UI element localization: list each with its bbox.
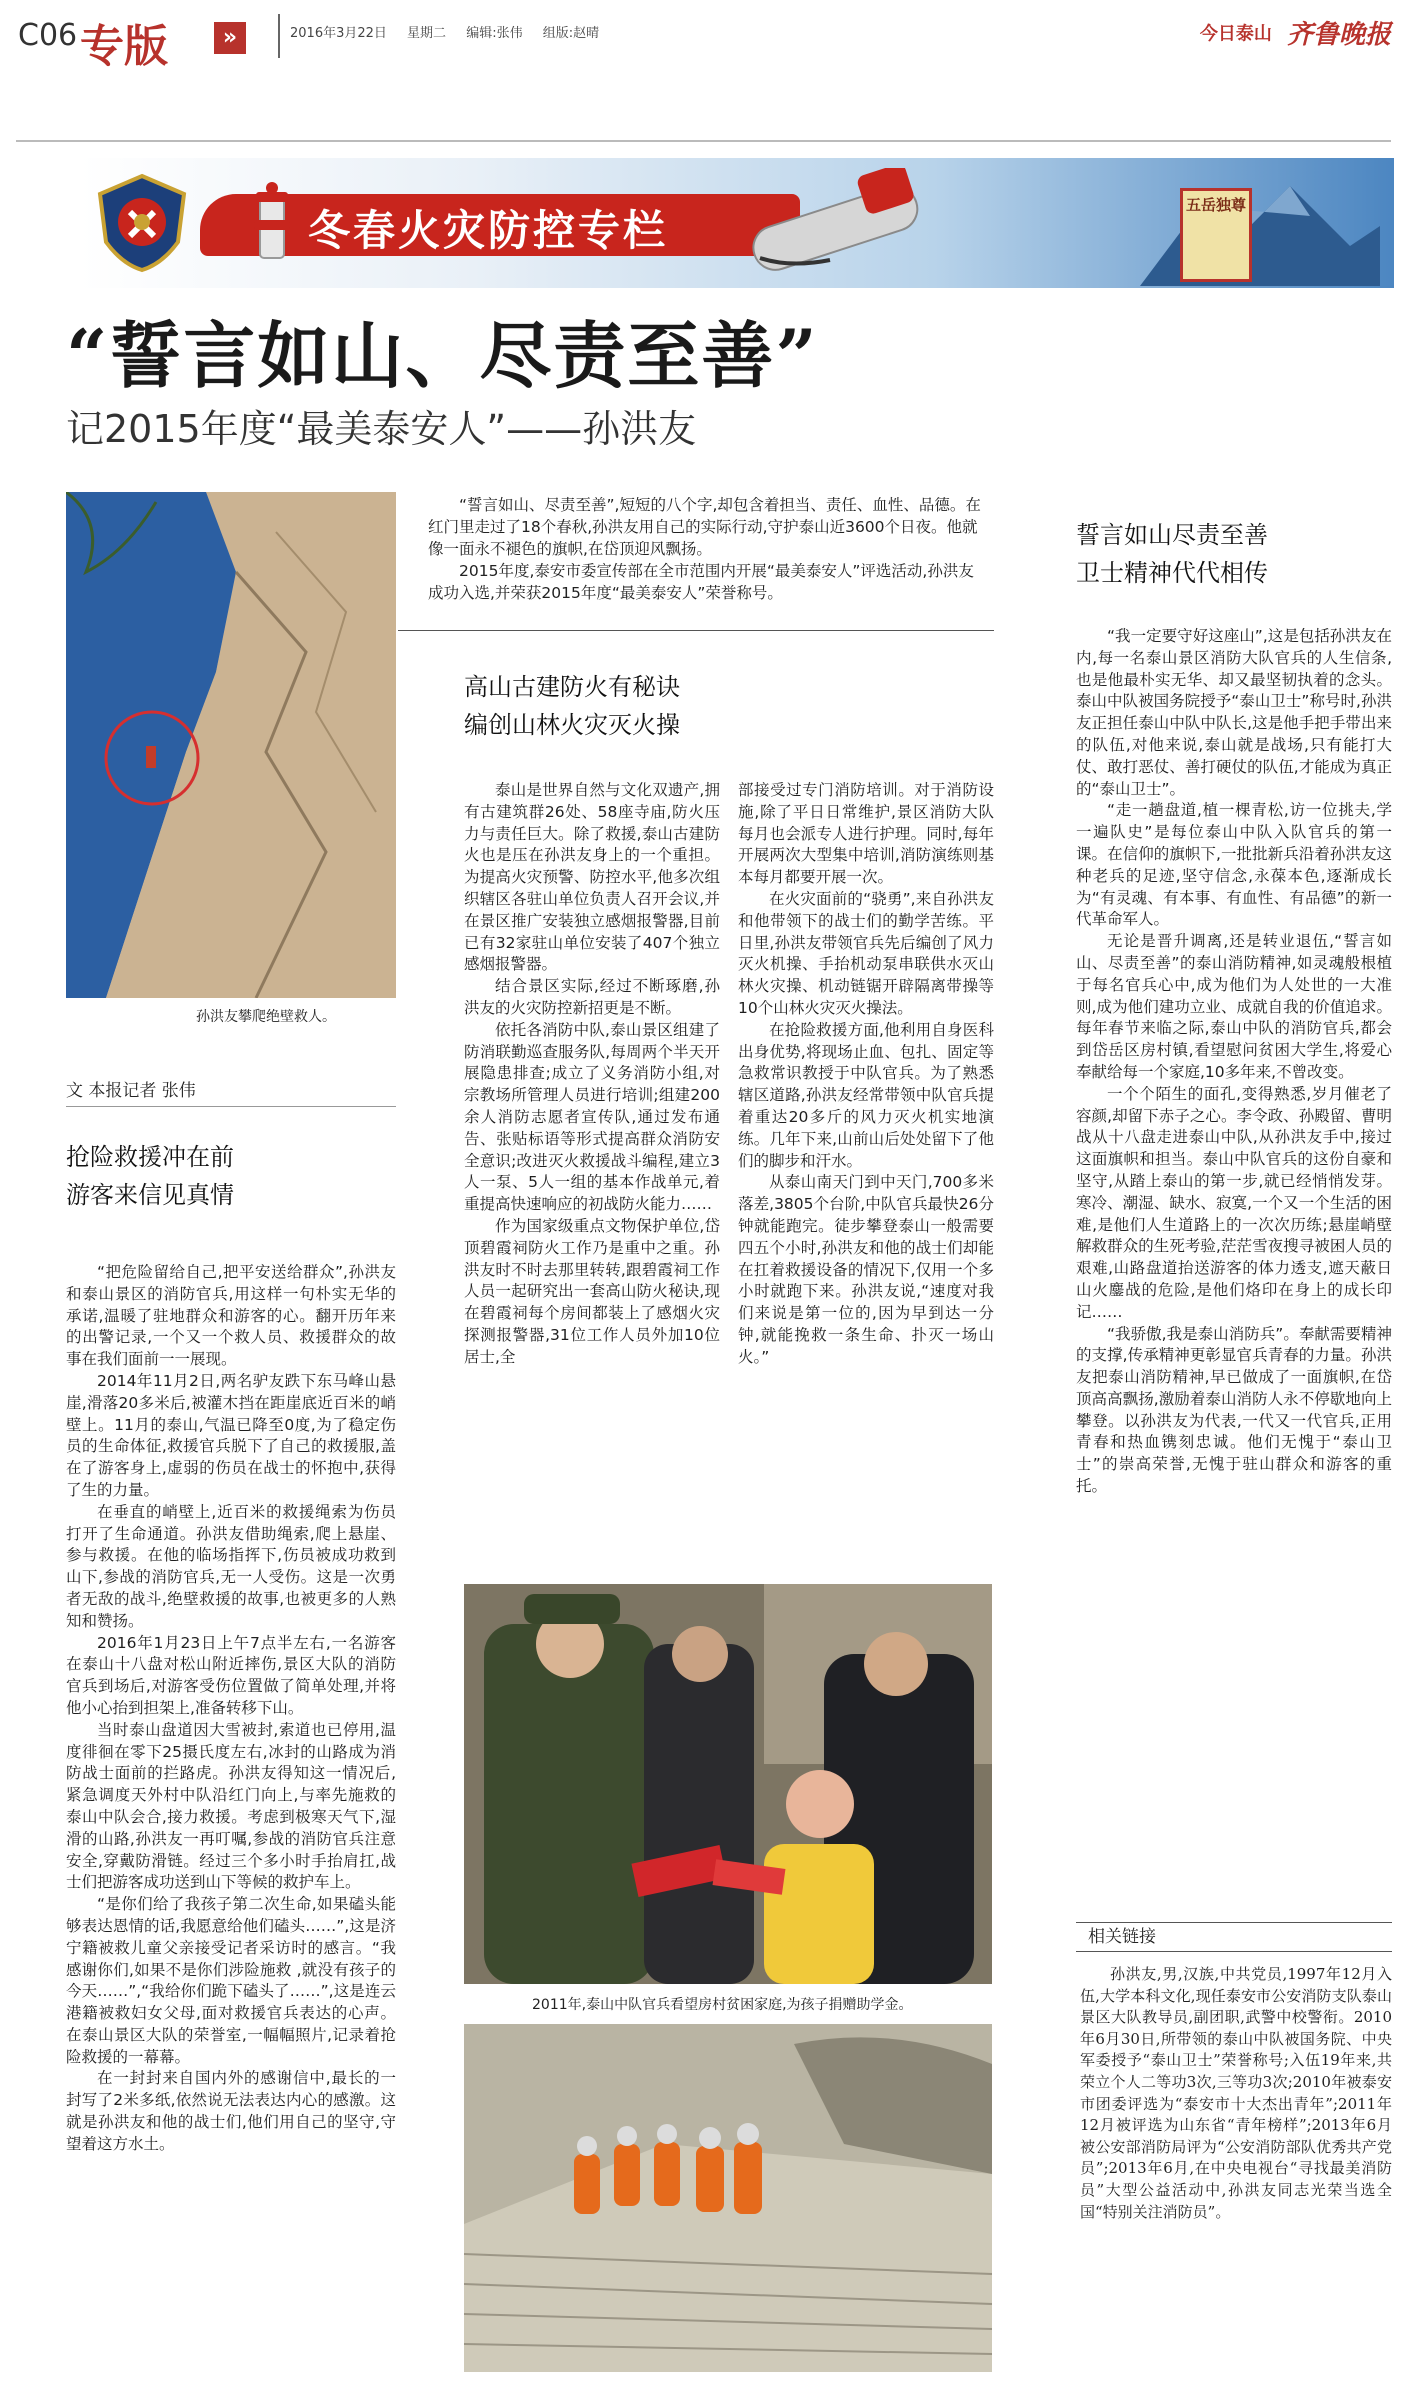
section1-heading: 抢险救援冲在前 游客来信见真情 <box>66 1143 234 1209</box>
body-paragraph: 泰山是世界自然与文化双遗产,拥有古建筑群26处、58座寺庙,防火压力与责任巨大。除了救援,泰山古建防火也是压在孙洪友身上的一个重担。为提高火灾预警、防控水平,他多次组织辖区各驻山单位负责人召开会议,并在景区推广安装独立感烟报警器,目前已有32家驻山单位安装了407个独立感烟报警器。 <box>464 781 720 974</box>
edition-name: 今日泰山 <box>1199 23 1272 45</box>
article-headline: “誓言如山、尽责至善” <box>66 313 819 398</box>
section3-body <box>1076 626 1392 1498</box>
layout-credit: 组版:赵晴 <box>542 26 600 41</box>
firefighters-on-stairs-photo <box>464 2024 992 2372</box>
newspaper-logo: 齐鲁晚报 <box>1286 20 1391 50</box>
masthead-divider <box>278 14 280 58</box>
mount-tai-illustration <box>1140 176 1380 286</box>
visit-illustration <box>464 1584 992 1984</box>
related-links-text: 孙洪友,男,汉族,中共党员,1997年12月入伍,大学本科文化,现任泰安市公安消防支队泰山景区大队教导员,副团职,武警中校警衔。2010年6月30日,所带领的泰山中队被国务院、中央军委授予“泰山卫士”荣誉称号;入伍19年来,共荣立个人二等功3次,三等功3次;2010年被泰安市团委评选为“泰安市十大杰出青年”;2011年12月被评选为山东省“青年榜样”;2013年6月被公安部消防局评为“公安消防部队优秀共产党员”;2013年6月,在中央电视台“寻找最美消防员”大型公益活动中,孙洪友同志光荣当选全国“特别关注消防员”。 <box>1080 1965 1392 2221</box>
body-paragraph: “把危险留给自己,把平安送给群众”,孙洪友和泰山景区的消防官兵,用这样一句朴实无华的承诺,温暖了驻地群众和游客的心。翻开历年来的出警记录,一个又一个救人员、救援群众的故事在我们面前一一展现。 <box>66 1263 396 1369</box>
intro-paragraph: 2015年度,泰安市委宣传部在全市范围内开展“最美泰安人”评选活动,孙洪友成功入选,并荣获2015年度“最美泰安人”荣誉称号。 <box>428 562 974 602</box>
article-subheadline: 记2015年度“最美泰安人”——孙洪友 <box>66 407 697 451</box>
body-paragraph: 在火灾面前的“骁勇”,来自孙洪友和他带领下的战士们的勤学苦练。平日里,孙洪友带领官兵先后编创了风力灭火机操、手抬机动泵串联供水灭山林火灾操、机动链锯开辟隔离带操等10个山林火灾灭火操法。 <box>738 889 994 1017</box>
intro-rule <box>398 630 994 631</box>
section-name: 专版 <box>80 21 168 72</box>
banner-title: 冬春火灾防控专栏 <box>308 206 669 255</box>
stairs-illustration <box>464 2024 992 2372</box>
masthead-rule <box>16 140 1391 142</box>
body-paragraph: 在一封封来自国内外的感谢信中,最长的一封写了2米多纸,依然说无法表达内心的感激。这就是孙洪友和他的战士们,他们用自己的坚守,守望着这方水土。 <box>66 2069 396 2153</box>
body-paragraph: 依托各消防中队,泰山景区组建了防消联勤巡查服务队,每周两个半天开展隐患排查;成立了义务消防小组,对宗教场所管理人员进行培训;组建200余人消防志愿者宣传队,通过发布通告、张贴标语等形式提高群众消防安全意识;改进灭火救援战斗编程,建立3人一泵、5人一组的基本作战单元,着重提高快速响应的初战防火能力…… <box>464 1020 720 1214</box>
body-paragraph: “是你们给了我孩子第二次生命,如果磕头能够表达恩情的话,我愿意给他们磕头……”,这是济宁籍被救儿童父亲接受记者采访时的感言。“我感谢你们,如果不是你们涉险施救 ,就没有孩子的今天……”,“我给你们跪下磕头了……”,这是连云港籍被救妇女父母,面对救援官兵表达的心声。在泰山景区大队的荣誉室,一幅幅照片,记录着抢险救援的一幕幕。 <box>66 1895 396 2066</box>
byline-rule <box>66 1106 396 1107</box>
fire-police-badge-icon <box>92 172 192 274</box>
body-paragraph: 结合景区实际,经过不断琢磨,孙洪友的火灾防控新招更是不断。 <box>464 977 720 1017</box>
body-paragraph: 作为国家级重点文物保护单位,岱顶碧霞祠防火工作乃是重中之重。孙洪友时不时去那里转转,跟碧霞祠工作人员一起研究出一套高山防火秘诀,现在碧霞祠每个房间都装上了感烟火灾探测报警器,31位工作人员外加10位居士,全 <box>464 1216 720 1366</box>
masthead-meta <box>290 22 615 41</box>
photo1-caption: 孙洪友攀爬绝壁救人。 <box>196 1009 336 1025</box>
byline: 文 本报记者 张伟 <box>66 1081 196 1101</box>
section1-body <box>66 1262 396 2156</box>
body-paragraph: 从泰山南天门到中天门,700多米落差,3805个台阶,中队官兵最快26分钟就能跑完。徒步攀登泰山一般需要四五个小时,孙洪友和他的战士们却能在扛着救援设备的情况下,仅用一个多小时就跑下来。孙洪友说,“速度对我们来说是第一位的,因为早到达一分钟,就能挽救一条生命、扑灭一场山火。” <box>738 1173 994 1366</box>
masthead <box>0 0 1409 80</box>
body-paragraph: 一个个陌生的面孔,变得熟悉,岁月催老了容颜,却留下赤子之心。李令政、孙殿留、曹明战从十八盘走进泰山中队,从孙洪友手中,接过这面旗帜和担当。泰山中队官兵的这份自豪和坚守,从踏上泰山的第一步,就已经悄悄发芽。寒冷、潮湿、缺水、寂寞,一个又一个生活的困难,是他们人生道路上的一次次历练;悬崖峭壁解救群众的生死考验,茫茫雪夜搜寻被困人员的艰难,山路盘道抬送游客的体力透支,遮天蔽日山火鏖战的危险,是他们烙印在身上的成长印记…… <box>1076 1084 1392 1321</box>
related-links-heading: 相关链接 <box>1076 1922 1392 1952</box>
issue-date: 2016年3月22日 <box>290 26 387 41</box>
body-paragraph: 2016年1月23日上午7点半左右,一名游客在泰山十八盘对松山附近摔伤,景区大队的消防官兵到场后,对游客受伤位置做了简单处理,并将他小心抬到担架上,准备转移下山。 <box>66 1633 396 1717</box>
body-paragraph: 2014年11月2日,两名驴友跌下东马峰山悬崖,滑落20多米后,被灌木挡在距崖底近百米的峭壁上。11月的泰山,气温已降至0度,为了稳定伤员的生命体征,救援官兵脱下了自己的救援服,盖在了游客身上,虚弱的伤员在战士的怀抱中,获得了生的力量。 <box>66 1371 396 1499</box>
masthead-brand <box>1200 14 1391 51</box>
body-paragraph: 在垂直的峭壁上,近百米的救援绳索为伤员打开了生命通道。孙洪友借助绳索,爬上悬崖、参与救援。在他的临场指挥下,伤员被成功救到山下,参战的消防官兵,无一人受伤。这是一次勇者无敌的战斗,绝壁救援的故事,也被更多的人熟知和赞扬。 <box>66 1502 396 1630</box>
editor-credit: 编辑:张伟 <box>466 26 523 41</box>
body-paragraph: 无论是晋升调离,还是转业退伍,“誓言如山、尽责至善”的泰山消防精神,如灵魂般根植于每名官兵心中,成为他们为人处世的一大准则,成为他们建功立业、成就自我的价值追求。每年春节来临之际,泰山中队的消防官兵,都会到岱岳区房村镇,看望慰问贫困大学生,将爱心奉献给每一个家庭,10多年来,不曾改变。 <box>1076 932 1392 1081</box>
section3-heading: 誓言如山尽责至善 卫士精神代代相传 <box>1076 521 1268 587</box>
issue-weekday: 星期二 <box>407 26 447 41</box>
section2-body-col-a <box>464 780 720 1369</box>
page-number: C06 <box>18 18 78 53</box>
body-paragraph: “走一趟盘道,植一棵青松,访一位挑夫,学一遍队史”是每位泰山中队入队官兵的第一课。在信仰的旗帜下,一批批新兵沿着孙洪友这种老兵的足迹,坚守信念,永葆本色,逐渐成长为“有灵魂、有本事、有血性、有品德”的新一代革命军人。 <box>1076 801 1392 929</box>
cliff-rescue-illustration <box>66 492 396 998</box>
column-banner <box>80 158 1394 288</box>
double-chevron-right-icon: » <box>214 22 246 54</box>
section2-heading: 高山古建防火有秘诀 编创山林火灾灭火操 <box>464 673 680 739</box>
fire-hydrant-icon <box>252 180 292 266</box>
body-paragraph: “我骄傲,我是泰山消防兵”。奉献需要精神的支撑,传承精神更彰显官兵青春的力量。孙洪友把泰山消防精神,早已做成了一面旗帜,在岱顶高高飘扬,激励着泰山消防人永不停歇地向上攀登。以孙洪友为代表,一代又一代官兵,正用青春和热血镌刻忠诚。他们无愧于“泰山卫士”的崇高荣誉,无愧于驻山群众和游客的重托。 <box>1076 1324 1392 1496</box>
photo2-caption: 2011年,泰山中队官兵看望房村贫困家庭,为孩子捐赠助学金。 <box>532 1997 913 2013</box>
five-peaks-stamp: 五岳独尊 <box>1180 188 1252 282</box>
body-paragraph: 当时泰山盘道因大雪被封,索道也已停用,温度徘徊在零下25摄氏度左右,冰封的山路成为消防战士面前的拦路虎。孙洪友得知这一情况后,紧急调度天外村中队沿红门向上,与率先施救的泰山中队会合,接力救援。考虑到极寒天气下,湿滑的山路,孙洪友一再叮嘱,参战的消防官兵注意安全,穿戴防滑链。经过三个多小时手抬肩扛,战士们把游客成功送到山下等候的救护车上。 <box>66 1720 396 1892</box>
body-paragraph: “我一定要守好这座山”,这是包括孙洪友在内,每一名泰山景区消防大队官兵的人生信条,也是他最朴实无华、却又最坚韧执着的念头。泰山中队被国务院授予“泰山卫士”称号时,孙洪友正担任泰山中队中队长,这是他手把手带出来的队伍,对他来说,泰山就是战场,只有能打大仗、敢打恶仗、善打硬仗的队伍,才能成为真正的“泰山卫士”。 <box>1076 627 1392 798</box>
fire-extinguisher-icon <box>720 168 940 278</box>
intro-paragraph: “誓言如山、尽责至善”,短短的八个字,却包含着担当、责任、血性、品德。在红门里走过了18个春秋,孙洪友用自己的实际行动,守护泰山近3600个日夜。他就像一面永不褪色的旗帜,在岱顶迎风飘扬。 <box>428 496 981 558</box>
section2-body-col-b <box>738 780 994 1369</box>
cliff-rescue-photo <box>66 492 396 998</box>
visit-poor-family-photo <box>464 1584 992 1984</box>
article-intro <box>428 494 988 604</box>
body-paragraph: 在抢险救援方面,他利用自身医科出身优势,将现场止血、包扎、固定等急救常识教授于中队官兵。为了熟悉辖区道路,孙洪友经常带领中队官兵提着重达20多斤的风力灭火机实地演练。几年下来,山前山后处处留下了他们的脚步和汗水。 <box>738 1020 994 1170</box>
body-paragraph: 部接受过专门消防培训。对于消防设施,除了平日日常维护,景区消防大队每月也会派专人进行护理。同时,每年开展两次大型集中培训,消防演练则基本每月都要开展一次。 <box>738 781 994 887</box>
